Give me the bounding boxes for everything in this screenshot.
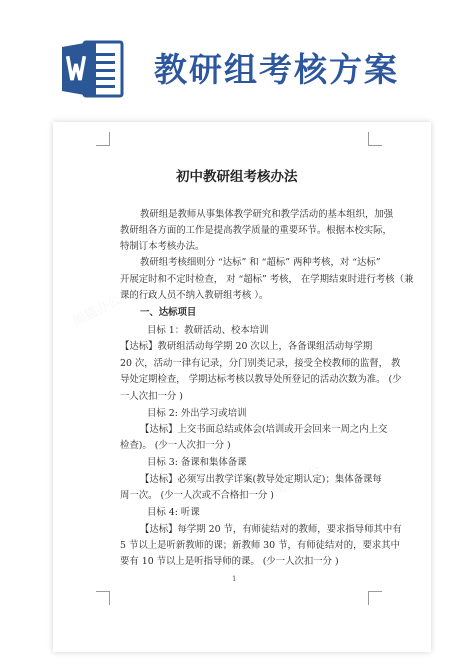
word-document-icon [62,39,124,99]
section-heading: 一、达标项目 [140,307,197,318]
page-number: 1 [232,575,237,583]
goal-heading: 目标 2: 外出学习或培训 [147,408,247,419]
body-line: 5 节以上是听新教师的课；新教师 30 节，有师徒结对的，要求其中 [120,540,400,551]
body-line: 教研组是教师从事集体教学研究和教学活动的基本组织，加强 [140,209,394,220]
document-page [53,122,431,652]
document-title: 初中教研组考核办法 [176,169,298,185]
goal-heading: 目标 4: 听课 [147,507,200,518]
body-line: 20 次，活动一律有记录，分门别类记录，接受全校教师的监督， 教 [120,358,401,369]
banner-header [0,0,474,122]
goal-heading: 目标 1：教研活动、校本培训 [147,325,269,336]
body-line: 特制订本考核办法。 [120,241,205,252]
body-line: 开展定时和不定时检查， 对 “超标” 考核， 在学期结束时进行考核（兼 [120,274,414,285]
body-line: 检查)。 (少一人次扣一分 ) [120,440,231,451]
margin-corner-mark [368,591,382,605]
body-line: 【达标】每学期 20 节，有师徒结对的教师，要求指导师其中有 [140,524,402,535]
body-line: 【达标】上交书面总结或体会(培训或开会回来一周之内上交 [140,424,388,435]
margin-corner-mark [96,132,110,146]
body-line: 一人次扣一分 ) [120,391,183,402]
body-line: 周一次。 (少一人次或不合格扣一分 ) [120,490,274,501]
body-line: 【达标】必须写出教学详案(教导处定期认定)；集体备课每 [140,474,382,485]
body-line: 教研组各方面的工作是提高教学质量的重要环节。根据本校实际， [120,225,392,236]
body-line: 【达标】教研组活动每学期 20 次以上，各备课组活动每学期 [120,341,373,352]
body-line: 课的行政人员不纳入教研组考核 ）。 [120,290,269,301]
margin-corner-mark [368,132,382,146]
goal-heading: 目标 3: 备课和集体备课 [147,457,247,468]
margin-corner-mark [96,591,110,605]
body-line: 要有 10 节以上是听指导师的课。 (少一人次扣一分 ) [120,556,339,567]
banner-title: 教研组考核方案 [154,50,399,89]
body-line: 导处定期检查， 学期达标考核以教导处所登记的活动次数为准。 (少 [120,374,402,385]
body-line: 教研组考核细则分 “达标” 和 “超标” 两种考核，对 “达标” [140,257,381,268]
